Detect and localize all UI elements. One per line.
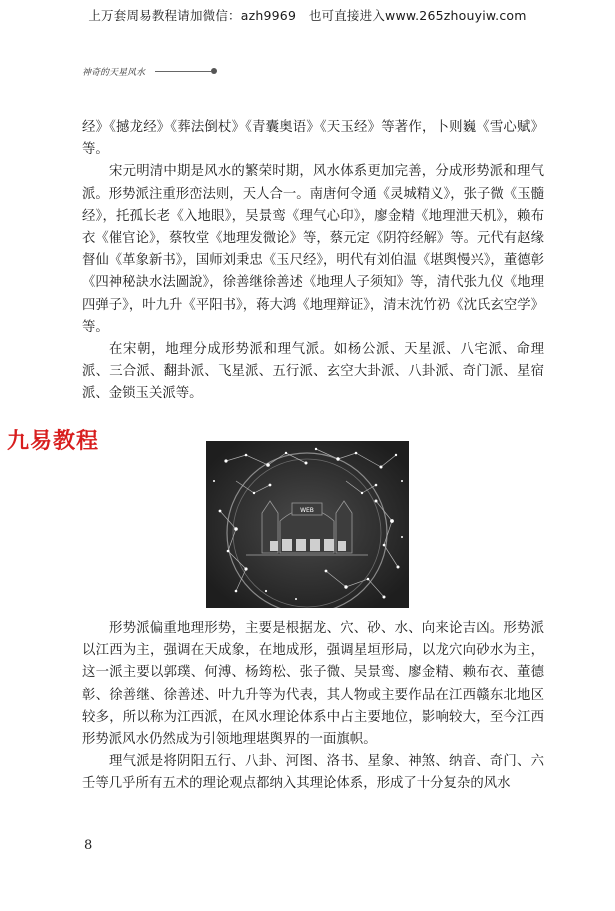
header-rule	[155, 71, 211, 72]
running-header	[82, 63, 217, 79]
body-text-bottom	[82, 618, 544, 796]
paragraph: 理气派是将阴阳五行、八卦、河图、洛书、星象、神煞、纳音、奇门、六壬等几乎所有五术的理论观点都纳入其理论体系，形成了十分复杂的风水	[82, 754, 544, 792]
star-chart-image	[206, 441, 409, 608]
paragraph: 宋元明清中期是风水的繁荣时期，风水体系更加完善，分成形势派和理气派。形势派注重形峦法则，天人合一。南唐何令通《灵城精义》，张子微《玉髓经》，托孤长老《入地眼》，吴景鸾《理气心印》，廖金精《地理泄天机》，赖布衣《催官论》，蔡牧堂《地理发微论》等，蔡元定《阴符经解》等。元代有赵缘督仙《革象新书》，国师刘秉忠《玉尺经》，明代有刘伯温《堪舆慢兴》，董德彰《四神秘訣水法圖說》，徐善继徐善述《地理人子须知》等，清代张九仪《地理四弹子》，叶九升《平阳书》，蒋大鸿《地理辩证》，清末沈竹礽《沈氏玄空学》等。	[82, 164, 544, 335]
paragraph: 在宋朝，地理分成形势派和理气派。如杨公派、天星派、八宅派、命理派、三合派、翻卦派、飞星派、五行派、玄空大卦派、八卦派、奇门派、星宿派、金锁玉关派等。	[82, 342, 544, 402]
watermark-logo: 九易教程	[7, 429, 100, 454]
top-banner-text: 上万套周易教程请加微信：azh9969 也可直接进入www.265zhouyiw.com	[88, 8, 527, 23]
body-text-top	[82, 117, 544, 406]
paragraph-continuation: 经》《撼龙经》《葬法倒杖》《青囊奥语》《天玉经》等著作，卜则巍《雪心赋》等。	[82, 120, 544, 158]
paragraph: 形势派偏重地理形势，主要是根据龙、穴、砂、水、向来论吉凶。形势派以江西为主，强调在天成象，在地成形，强调星垣形局，以龙穴向砂水为主，这一派主要以郭璞、何溥、杨筠松、张子微、吴景鸾、廖金精、赖布衣、董德彰、徐善继、徐善述、叶九升等为代表，其人物或主要作品在江西赣东北地区较多，所以称为江西派，在风水理论体系中占主要地位，影响较大，至今江西形势派风水仍然成为引领地理堪舆界的一面旗帜。	[82, 621, 544, 748]
running-header-title: 神奇的天星风水	[82, 67, 146, 78]
page-number: 8	[84, 838, 93, 853]
header-dot-icon	[211, 68, 217, 74]
palace-sign-text: WEB	[300, 507, 314, 514]
star-chart-figure	[206, 441, 409, 608]
